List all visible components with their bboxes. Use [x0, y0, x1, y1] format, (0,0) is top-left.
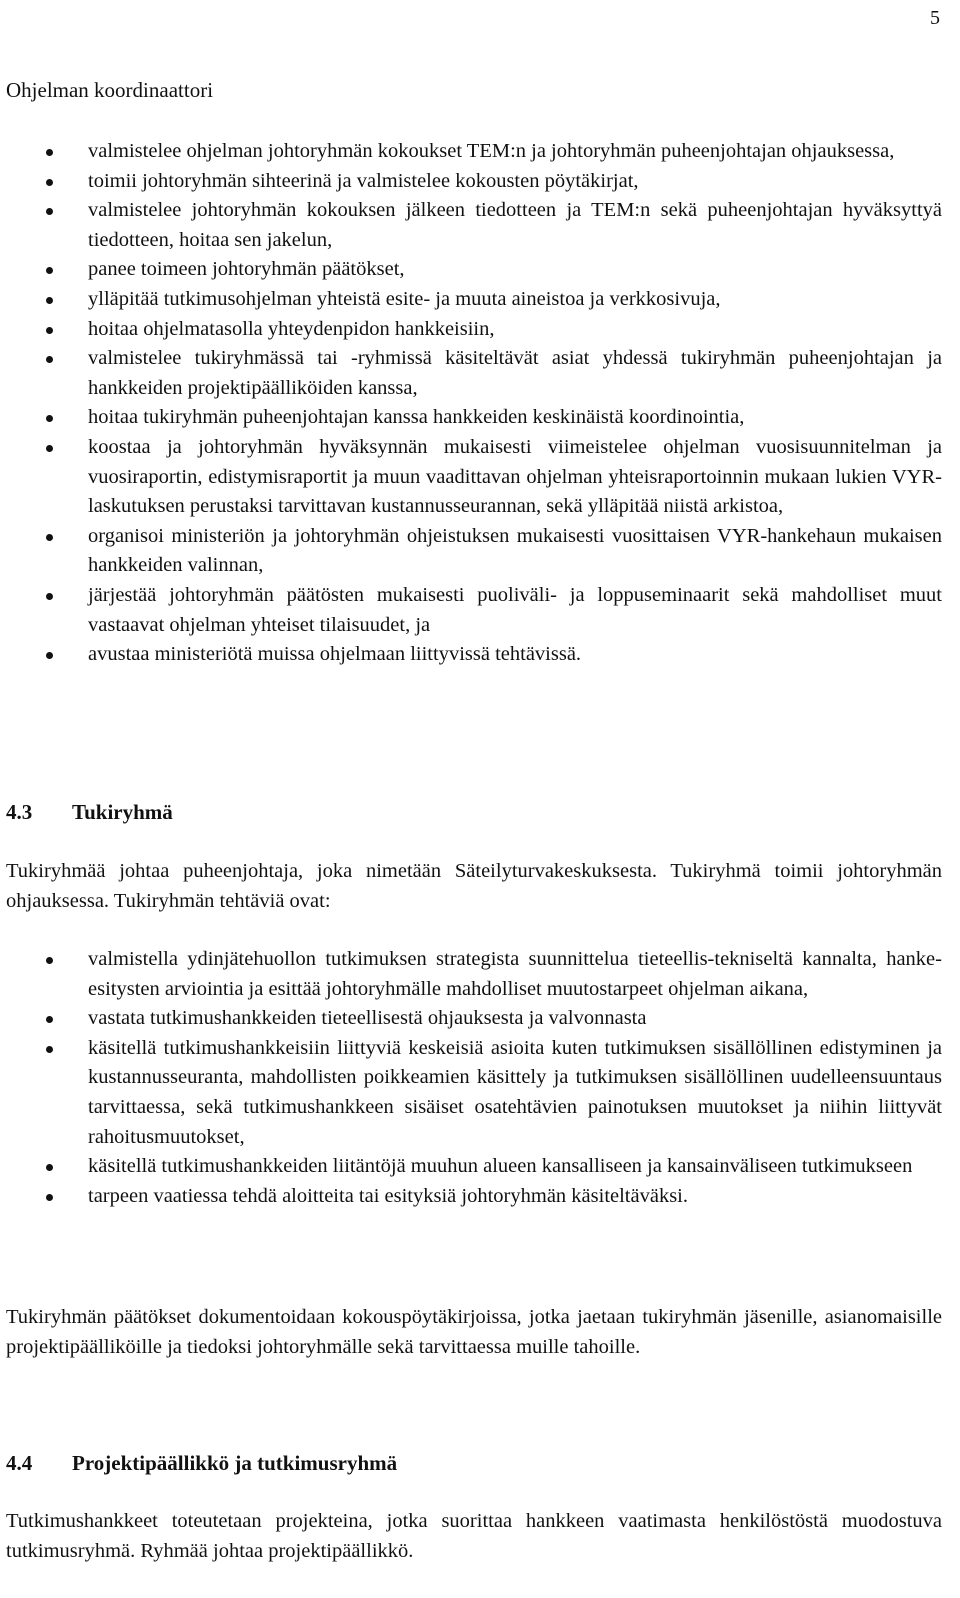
decisions-paragraph: Tukiryhmän päätökset dokumentoidaan kokouspöytäkirjoissa, jotka jaetaan tukiryhmän jäsenille, asianomaisille projektipäälliköille ja tiedoksi johtoryhmälle sekä tarvittaessa muille tahoille.: [6, 1306, 942, 1358]
list-item: valmistella ydinjätehuollon tutkimuksen strategista suunnittelua tieteellis-tekniseltä kannalta, hanke-esitysten arviointia ja esittää johtoryhmälle mahdolliset muutostarpeet ohjelman aikana,: [0, 945, 942, 1004]
list-item: organisoi ministeriön ja johtoryhmän ohjeistuksen mukaisesti vuosittaisen VYR-hankehaun mukaisen hankkeiden valinnan,: [0, 522, 942, 581]
list-item: koostaa ja johtoryhmän hyväksynnän mukaisesti viimeistelee ohjelman vuosisuunnitelman ja vuosiraportin, edistymisraportit ja muun vaadittavan ohjelman yhteisraportoinnin mukaan lukien VYR-laskutuksen perustaksi tarvittavan kustannusseurannan, sekä ylläpitää niistä arkistoa,: [0, 433, 942, 522]
list-item: avustaa ministeriötä muissa ohjelmaan liittyvissä tehtävissä.: [0, 640, 942, 670]
list-item: ylläpitää tutkimusohjelman yhteistä esite- ja muuta aineistoa ja verkkosivuja,: [0, 285, 942, 315]
section-intro-paragraph: Tukiryhmää johtaa puheenjohtaja, joka nimetään Säteilyturvakeskuksesta. Tukiryhmä toimii johtoryhmän ohjauksessa. Tukiryhmän tehtäviä ovat:: [6, 860, 942, 912]
list-item: panee toimeen johtoryhmän päätökset,: [0, 255, 942, 285]
support-group-task-list: [0, 945, 942, 1211]
coordinator-task-list: [0, 137, 942, 670]
list-item: valmistelee ohjelman johtoryhmän kokoukset TEM:n ja johtoryhmän puheenjohtajan ohjauksessa,: [0, 137, 942, 167]
list-item: toimii johtoryhmän sihteerinä ja valmistelee kokousten pöytäkirjat,: [0, 167, 942, 197]
list-item: valmistelee johtoryhmän kokouksen jälkeen tiedotteen ja TEM:n sekä puheenjohtajan hyväksyttyä tiedotteen, hoitaa sen jakelun,: [0, 196, 942, 255]
section-title: Tukiryhmä: [72, 800, 173, 824]
section-heading-4-3: [6, 798, 173, 828]
section-title: Projektipäällikkö ja tutkimusryhmä: [72, 1451, 398, 1475]
list-item: käsitellä tutkimushankkeisiin liittyviä keskeisiä asioita kuten tutkimuksen sisällöllinen edistyminen ja kustannusseuranta, mahdollisten poikkeamien käsittely ja tutkimuksen sisällöllinen uudelleensuuntaus tarvittaessa, sekä tutkimushankkeen sisäiset osatehtävien painotuksen muutokset ja niihin liittyvät rahoitusmuutokset,: [0, 1034, 942, 1152]
list-item: tarpeen vaatiessa tehdä aloitteita tai esityksiä johtoryhmän käsiteltäväksi.: [0, 1182, 942, 1212]
list-item: hoitaa ohjelmatasolla yhteydenpidon hankkeisiin,: [0, 315, 942, 345]
section-intro-paragraph: Tutkimushankkeet toteutetaan projekteina, jotka suorittaa hankkeen vaatimasta henkilöstöstä muodostuva tutkimusryhmä. Ryhmää johtaa projektipäällikkö.: [6, 1510, 942, 1562]
section-number: 4.3: [6, 800, 33, 824]
list-item: valmistelee tukiryhmässä tai -ryhmissä käsiteltävät asiat yhdessä tukiryhmän puheenjohtajan ja hankkeiden projektipäälliköiden kanssa,: [0, 344, 942, 403]
page-number: 5: [930, 7, 940, 29]
list-item: järjestää johtoryhmän päätösten mukaisesti puoliväli- ja loppuseminaarit sekä mahdolliset muut vastaavat ohjelman yhteiset tilaisuudet, ja: [0, 581, 942, 640]
list-item: käsitellä tutkimushankkeiden liitäntöjä muuhun alueen kansalliseen ja kansainväliseen tutkimukseen: [0, 1152, 942, 1182]
section-heading-4-4: [6, 1449, 397, 1479]
list-item: hoitaa tukiryhmän puheenjohtajan kanssa hankkeiden keskinäistä koordinointia,: [0, 403, 942, 433]
section-number: 4.4: [6, 1451, 33, 1475]
coordinator-heading: Ohjelman koordinaattori: [6, 78, 214, 102]
list-item: vastata tutkimushankkeiden tieteellisestä ohjauksesta ja valvonnasta: [0, 1004, 942, 1034]
